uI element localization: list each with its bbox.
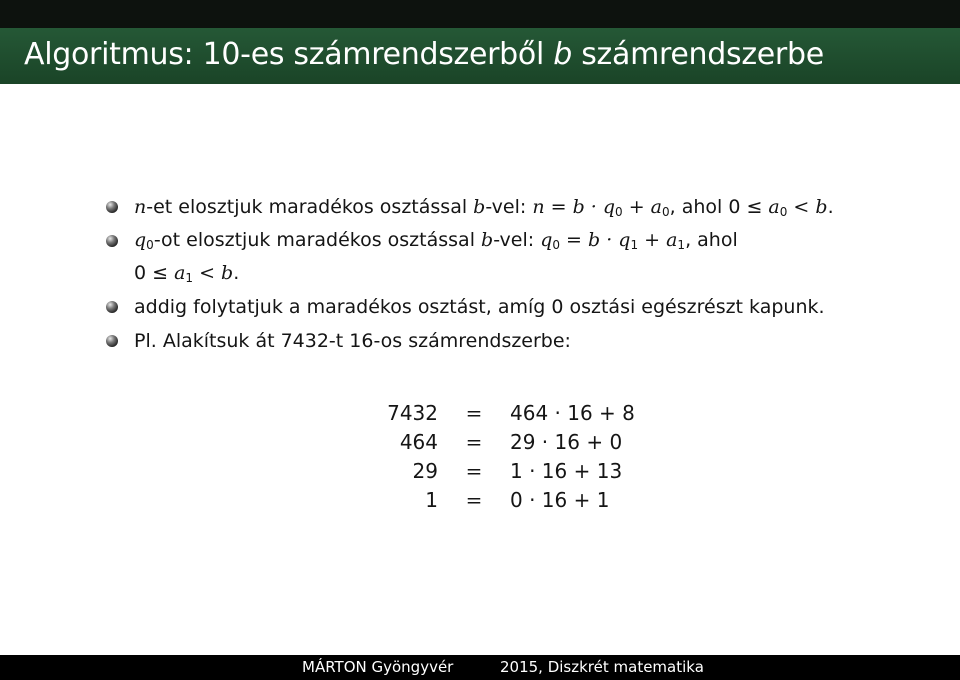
equation-rel: = bbox=[465, 458, 483, 483]
equation-row bbox=[360, 456, 635, 485]
bullet-item-4: Pl. Alakítsuk át 7432-t 16-os számrendszerbe: bbox=[104, 324, 924, 358]
equation-rhs: 0 · 16 + 1 bbox=[510, 487, 610, 512]
equation-row bbox=[360, 427, 635, 456]
equation-row bbox=[360, 398, 635, 427]
slide-title: Algoritmus: 10-es számrendszerből b számrendszerbe bbox=[24, 37, 824, 72]
footer-bar bbox=[0, 655, 960, 680]
footer-course: 2015, Diszkrét matematika bbox=[500, 658, 704, 676]
bullet-item-3: addig folytatjuk a maradékos osztást, amíg 0 osztási egészrészt kapunk. bbox=[104, 290, 924, 324]
bullet-icon bbox=[106, 301, 118, 313]
top-bar bbox=[0, 0, 960, 28]
bullet-icon bbox=[106, 201, 118, 213]
equation-rhs: 464 · 16 + 8 bbox=[510, 400, 635, 425]
equation-rel: = bbox=[465, 400, 483, 425]
equation-lhs: 29 bbox=[412, 458, 438, 483]
conversion-equations bbox=[360, 398, 635, 514]
bullet-list bbox=[104, 190, 924, 358]
equation-lhs: 1 bbox=[425, 487, 438, 512]
equation-rel: = bbox=[465, 429, 483, 454]
equation-rel: = bbox=[465, 487, 483, 512]
equation-rhs: 29 · 16 + 0 bbox=[510, 429, 623, 454]
equation-rhs: 1 · 16 + 13 bbox=[510, 458, 623, 483]
equation-lhs: 7432 bbox=[387, 400, 438, 425]
bullet-icon bbox=[106, 335, 118, 347]
equation-row bbox=[360, 485, 635, 514]
bullet-item-1: n-et elosztjuk maradékos osztással b-vel: $n = b \cdot q_0 + a_0$, ahol $0 \le a_0 < b$. bbox=[104, 190, 924, 224]
footer-author: MÁRTON Gyöngyvér bbox=[302, 658, 454, 676]
equation-lhs: 464 bbox=[399, 429, 438, 454]
bullet-item-2: $q_0-ot$ elosztjuk maradékos osztással b-vel: $q_0 = b \cdot q_1 + a_1$, ahol $0 \le a_1 < b$. bbox=[104, 224, 924, 290]
bullet-icon bbox=[106, 235, 118, 247]
